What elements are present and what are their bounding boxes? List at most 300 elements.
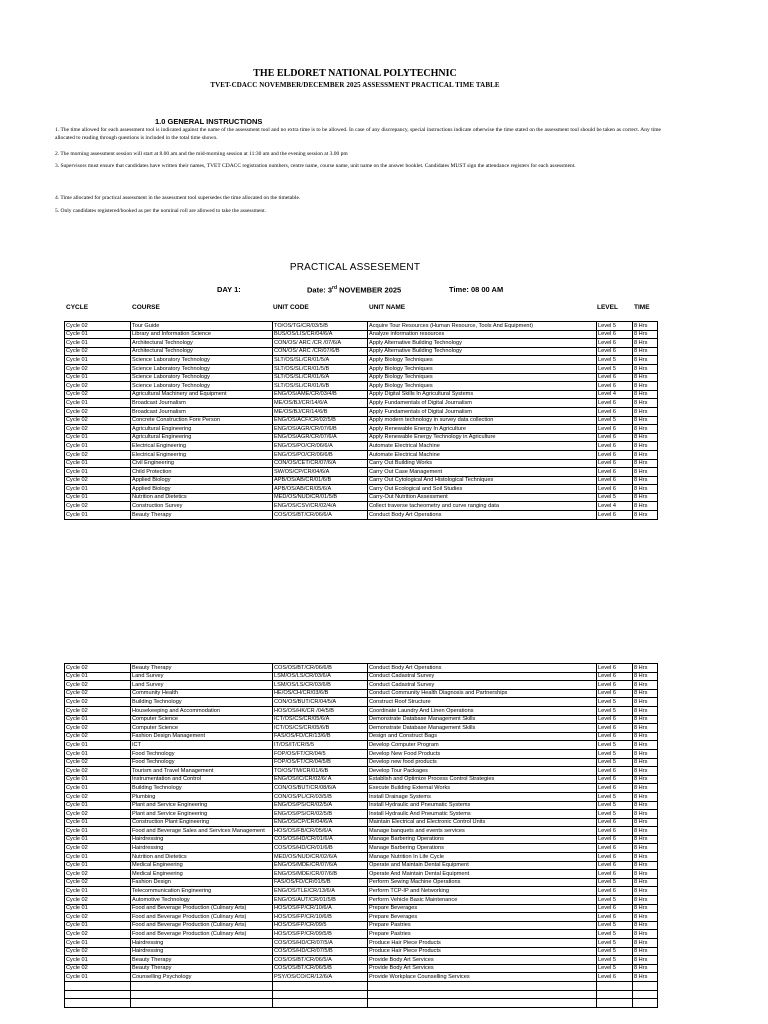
course-cell: Food and Beverage Production (Culinary Arts) xyxy=(131,930,273,939)
course-cell: Agricultural Machinery and Equipment xyxy=(131,390,273,399)
table-row xyxy=(65,442,658,451)
table-row xyxy=(65,784,658,793)
course-cell: Automotive Technology xyxy=(131,896,273,905)
cycle-cell: Cycle 02 xyxy=(65,896,131,905)
unit-name-cell: Apply Digital Skills In Agricultural Systems xyxy=(368,390,597,399)
course-cell: Beauty Therapy xyxy=(131,964,273,973)
cycle-cell: Cycle 02 xyxy=(65,416,131,425)
cycle-cell: Cycle 02 xyxy=(65,792,131,801)
time-cell: 8 Hrs xyxy=(633,672,658,681)
unit-code-cell: SLT/OS/SL/CR/01/5/B xyxy=(273,364,368,373)
table-row xyxy=(65,749,658,758)
course-cell: Science Laboratory Technology xyxy=(131,382,273,391)
cycle-cell: Cycle 01 xyxy=(65,973,131,982)
time-cell: 8 Hrs xyxy=(633,801,658,810)
instruction-2: 2. The morning assessment session will start at 8.00 am and the mid-morning session at 11:30 am and the evening session at 3.00 pm xyxy=(55,151,348,157)
cycle-cell: Cycle 02 xyxy=(65,844,131,853)
unit-name-cell: Perform TCP-IP and Networking xyxy=(368,887,597,896)
cycle-cell: Cycle 01 xyxy=(65,468,131,477)
unit-code-cell: MED/OS/NUD/CR/02/6/A xyxy=(273,853,368,862)
cycle-cell: Cycle 01 xyxy=(65,827,131,836)
unit-name-cell: Produce Hair Piece Products xyxy=(368,939,597,948)
course-cell: Computer Science xyxy=(131,724,273,733)
table-row xyxy=(65,459,658,468)
level-cell: Level 5 xyxy=(597,930,633,939)
time-cell: 8 Hrs xyxy=(633,399,658,408)
time-cell: 8 Hrs xyxy=(633,939,658,948)
course-cell: Building Technology xyxy=(131,698,273,707)
instruction-5: 5. Only candidates registered/booked as per the nominal roll are allowed to take the assessment. xyxy=(55,208,267,214)
unit-name-cell: Apply Biology Techniques xyxy=(368,382,597,391)
unit-code-cell: COS/OS/BT/CR/06/6/A xyxy=(273,511,368,520)
unit-name-cell: Develop new food products xyxy=(368,758,597,767)
table-row xyxy=(65,956,658,965)
unit-code-cell: FOP/OS/FT/CR/04/5 xyxy=(273,749,368,758)
level-cell: Level 6 xyxy=(597,784,633,793)
unit-name-cell xyxy=(368,999,597,1008)
course-cell: Electrical Engineering xyxy=(131,442,273,451)
level-cell: Level 5 xyxy=(597,956,633,965)
cycle-cell: Cycle 01 xyxy=(65,887,131,896)
time-cell: 8 Hrs xyxy=(633,706,658,715)
timetable-part-1 xyxy=(64,321,658,520)
unit-name-cell: Automate Electrical Machine xyxy=(368,442,597,451)
level-cell: Level 6 xyxy=(597,347,633,356)
unit-code-cell: ENG/OS/MDE/CR/07/6/A xyxy=(273,861,368,870)
level-cell xyxy=(597,981,633,990)
course-cell: Beauty Therapy xyxy=(131,511,273,520)
table-row xyxy=(65,835,658,844)
time-cell: 8 Hrs xyxy=(633,330,658,339)
table-row xyxy=(65,775,658,784)
course-cell: Instrumentation and Control xyxy=(131,775,273,784)
course-cell xyxy=(131,990,273,999)
course-cell: Agricultural Engineering xyxy=(131,433,273,442)
level-cell: Level 6 xyxy=(597,459,633,468)
table-row xyxy=(65,981,658,990)
course-cell: Housekeeping and Accommodation xyxy=(131,706,273,715)
course-cell: Applied Biology xyxy=(131,485,273,494)
cycle-cell: Cycle 02 xyxy=(65,706,131,715)
cycle-cell: Cycle 02 xyxy=(65,689,131,698)
unit-code-cell: CON/OS/ ARC /CR /07/6/A xyxy=(273,339,368,348)
unit-code-cell: COS/OS/BT/CR/06/5/A xyxy=(273,956,368,965)
course-cell: Architectural Technology xyxy=(131,347,273,356)
course-cell: Beauty Therapy xyxy=(131,664,273,673)
unit-code-cell: ME/OS/BJ/CR/14/6/B xyxy=(273,407,368,416)
level-cell: Level 5 xyxy=(597,896,633,905)
level-cell: Level 6 xyxy=(597,373,633,382)
table-row xyxy=(65,416,658,425)
level-cell: Level 6 xyxy=(597,407,633,416)
unit-name-cell: Install Hydraulic and Pneumatic Systems xyxy=(368,801,597,810)
level-cell: Level 6 xyxy=(597,689,633,698)
table-row xyxy=(65,939,658,948)
cycle-cell: Cycle 01 xyxy=(65,672,131,681)
cycle-cell: Cycle 02 xyxy=(65,425,131,434)
time-cell: 8 Hrs xyxy=(633,450,658,459)
unit-name-cell: Establish and Optimize Process Control Strategies xyxy=(368,775,597,784)
cycle-cell: Cycle 02 xyxy=(65,913,131,922)
table-row xyxy=(65,896,658,905)
cycle-cell: Cycle 02 xyxy=(65,347,131,356)
unit-name-cell: Collect traverse tacheometry and curve ranging data xyxy=(368,502,597,511)
time-cell: 8 Hrs xyxy=(633,468,658,477)
course-cell: Medical Engineering xyxy=(131,861,273,870)
level-cell: Level 6 xyxy=(597,844,633,853)
level-cell: Level 6 xyxy=(597,468,633,477)
unit-name-cell: Prepare Pastries xyxy=(368,930,597,939)
cycle-cell: Cycle 02 xyxy=(65,758,131,767)
unit-name-cell: Provide Body Art Services xyxy=(368,956,597,965)
cycle-cell: Cycle 02 xyxy=(65,664,131,673)
course-cell: Hairdressing xyxy=(131,835,273,844)
unit-name-cell: Acquire Tour Resources (Human Resource, Tools And Equipment) xyxy=(368,322,597,331)
level-cell: Level 6 xyxy=(597,827,633,836)
cycle-cell: Cycle 02 xyxy=(65,724,131,733)
level-cell: Level 6 xyxy=(597,433,633,442)
unit-name-cell: Conduct Community Health Diagnosis and Partnerships xyxy=(368,689,597,698)
table-row xyxy=(65,322,658,331)
course-cell: Food and Beverage Production (Culinary Arts) xyxy=(131,921,273,930)
unit-code-cell: ENG/OS/CP/CR/04/6/A xyxy=(273,818,368,827)
time-cell xyxy=(633,990,658,999)
time-cell: 8 Hrs xyxy=(633,390,658,399)
unit-code-cell: SLT/OS/SL/CR/01/6/A xyxy=(273,373,368,382)
time-cell: 8 Hrs xyxy=(633,818,658,827)
unit-code-cell: CON/OS/ ARC /CR/07/6/B xyxy=(273,347,368,356)
table-row xyxy=(65,878,658,887)
unit-name-cell: Develop Tour Packages xyxy=(368,767,597,776)
unit-name-cell: Coordinate Laundry And Linen Operations xyxy=(368,706,597,715)
unit-name-cell: Apply Fundamentals of Digital Journalism xyxy=(368,407,597,416)
course-cell: Applied Biology xyxy=(131,476,273,485)
level-cell: Level 5 xyxy=(597,810,633,819)
level-cell: Level 6 xyxy=(597,399,633,408)
table-row xyxy=(65,818,658,827)
unit-code-cell: TO/OS/TM/CR/01/6/B xyxy=(273,767,368,776)
cycle-cell: Cycle 02 xyxy=(65,878,131,887)
instruction-3: 3. Supervisors must ensure that candidates have written their names, TVET CDACC registration numbers, centre name, course name, unit name on the answer booklet. Candidates MUST sign the attendance registers for each assessment. xyxy=(55,163,576,169)
course-cell: Plant and Service Engineering xyxy=(131,810,273,819)
column-header-course: COURSE xyxy=(132,304,160,311)
level-cell: Level 6 xyxy=(597,681,633,690)
unit-name-cell: Develop Computer Program xyxy=(368,741,597,750)
table-row xyxy=(65,741,658,750)
cycle-cell: Cycle 02 xyxy=(65,390,131,399)
table-row xyxy=(65,706,658,715)
course-cell: Counselling Psychology xyxy=(131,973,273,982)
table-row xyxy=(65,964,658,973)
cycle-cell: Cycle 02 xyxy=(65,322,131,331)
table-row xyxy=(65,390,658,399)
table-row xyxy=(65,715,658,724)
unit-code-cell: IT/OS/IT/CR/5/5 xyxy=(273,741,368,750)
table-row xyxy=(65,399,658,408)
level-cell: Level 6 xyxy=(597,853,633,862)
column-header-unit-code: UNIT CODE xyxy=(273,304,309,311)
table-row xyxy=(65,407,658,416)
course-cell: ICT xyxy=(131,741,273,750)
unit-code-cell: COS/OS/BT/CR/06/5/B xyxy=(273,964,368,973)
unit-code-cell: ENG/OS/AUT/CR/01/5/B xyxy=(273,896,368,905)
unit-code-cell: COS/OS/HD/CR/01/6/A xyxy=(273,835,368,844)
cycle-cell: Cycle 01 xyxy=(65,356,131,365)
cycle-cell: Cycle 01 xyxy=(65,818,131,827)
level-cell: Level 5 xyxy=(597,356,633,365)
cycle-cell: Cycle 01 xyxy=(65,485,131,494)
cycle-cell: Cycle 02 xyxy=(65,364,131,373)
unit-code-cell: CON/OS/BUT/CR/04/5/A xyxy=(273,698,368,707)
table-row xyxy=(65,921,658,930)
level-cell: Level 4 xyxy=(597,502,633,511)
cycle-cell: Cycle 02 xyxy=(65,502,131,511)
table-row xyxy=(65,433,658,442)
time-label: Time: 08 00 AM xyxy=(449,285,504,294)
time-cell: 8 Hrs xyxy=(633,373,658,382)
unit-code-cell: CON/OS/CET/CR/07/6/A xyxy=(273,459,368,468)
table-row xyxy=(65,502,658,511)
course-cell: Food and Beverage Sales and Services Management xyxy=(131,827,273,836)
level-cell: Level 6 xyxy=(597,425,633,434)
level-cell: Level 6 xyxy=(597,664,633,673)
unit-name-cell: Carry Out Case Management xyxy=(368,468,597,477)
unit-code-cell: TO/OS/TG/CR/03/5/B xyxy=(273,322,368,331)
unit-name-cell: Develop New Food Products xyxy=(368,749,597,758)
cycle-cell: Cycle 02 xyxy=(65,870,131,879)
time-cell: 8 Hrs xyxy=(633,878,658,887)
unit-code-cell: HOS/OS/FP/CR/10/6/A xyxy=(273,904,368,913)
level-cell: Level 6 xyxy=(597,913,633,922)
time-cell: 8 Hrs xyxy=(633,502,658,511)
time-cell: 8 Hrs xyxy=(633,425,658,434)
unit-name-cell: Produce Hair Piece Products xyxy=(368,947,597,956)
cycle-cell: Cycle 01 xyxy=(65,339,131,348)
course-cell: Science Laboratory Technology xyxy=(131,364,273,373)
cycle-cell: Cycle 01 xyxy=(65,749,131,758)
time-cell: 8 Hrs xyxy=(633,861,658,870)
level-cell: Level 6 xyxy=(597,732,633,741)
course-cell: Food Technology xyxy=(131,758,273,767)
unit-name-cell: Prepare Beverages xyxy=(368,913,597,922)
unit-code-cell: APB/OS/AB/CR/01/6/B xyxy=(273,476,368,485)
unit-name-cell: Apply Renewable Energy In Agriculture xyxy=(368,425,597,434)
time-cell: 8 Hrs xyxy=(633,870,658,879)
time-cell: 8 Hrs xyxy=(633,775,658,784)
course-cell: Architectural Technology xyxy=(131,339,273,348)
cycle-cell: Cycle 02 xyxy=(65,947,131,956)
table-row xyxy=(65,450,658,459)
cycle-cell: Cycle 01 xyxy=(65,956,131,965)
unit-name-cell: Conduct Cadastral Survey xyxy=(368,681,597,690)
unit-name-cell: Perform Sewing Machine Operations xyxy=(368,878,597,887)
column-header-level: LEVEL xyxy=(597,304,618,311)
time-cell: 8 Hrs xyxy=(633,853,658,862)
unit-code-cell xyxy=(273,999,368,1008)
practical-assessment-heading: PRACTICAL ASSESEMENT xyxy=(289,262,421,273)
course-cell: Hairdressing xyxy=(131,939,273,948)
unit-name-cell: Carry Out Building Works xyxy=(368,459,597,468)
time-cell: 8 Hrs xyxy=(633,724,658,733)
unit-code-cell: FOP/OS/FT/CR/04/5/B xyxy=(273,758,368,767)
cycle-cell: Cycle 01 xyxy=(65,801,131,810)
cycle-cell: Cycle 01 xyxy=(65,399,131,408)
table-row xyxy=(65,664,658,673)
unit-code-cell: COS/OS/HD/CR/07/5/A xyxy=(273,939,368,948)
table-row xyxy=(65,887,658,896)
table-row xyxy=(65,485,658,494)
date-suffix: NOVEMBER 2025 xyxy=(337,285,402,295)
unit-name-cell xyxy=(368,990,597,999)
level-cell: Level 6 xyxy=(597,485,633,494)
table-row xyxy=(65,511,658,520)
course-cell: Telecommunication Engineering xyxy=(131,887,273,896)
level-cell: Level 6 xyxy=(597,511,633,520)
unit-name-cell: Manage banquets and events services xyxy=(368,827,597,836)
unit-code-cell: HOS/OS/FP/CR/09/5/B xyxy=(273,930,368,939)
unit-name-cell: Apply Alternative Building Technology xyxy=(368,347,597,356)
cycle-cell: Cycle 01 xyxy=(65,784,131,793)
unit-name-cell: Construct Roof Structure xyxy=(368,698,597,707)
course-cell: Food Technology xyxy=(131,749,273,758)
level-cell: Level 5 xyxy=(597,706,633,715)
timetable-part-2 xyxy=(64,663,658,1008)
level-cell: Level 6 xyxy=(597,450,633,459)
time-cell: 8 Hrs xyxy=(633,749,658,758)
table-row xyxy=(65,870,658,879)
level-cell: Level 4 xyxy=(597,390,633,399)
cycle-cell: Cycle 02 xyxy=(65,964,131,973)
level-cell: Level 5 xyxy=(597,792,633,801)
time-cell: 8 Hrs xyxy=(633,433,658,442)
level-cell: Level 6 xyxy=(597,476,633,485)
table-row xyxy=(65,810,658,819)
time-cell: 8 Hrs xyxy=(633,442,658,451)
instruction-4: 4. Time allocated for practical assessment in the assessment tool supersedes the time allocated on the timetable. xyxy=(55,195,301,201)
unit-name-cell: Install Hydraulic And Pneumatic Systems xyxy=(368,810,597,819)
time-cell: 8 Hrs xyxy=(633,784,658,793)
level-cell: Level 5 xyxy=(597,416,633,425)
level-cell: Level 5 xyxy=(597,801,633,810)
unit-name-cell: Operate and Maintain Dental Equipment xyxy=(368,861,597,870)
level-cell: Level 6 xyxy=(597,724,633,733)
time-cell: 8 Hrs xyxy=(633,921,658,930)
cycle-cell: Cycle 02 xyxy=(65,930,131,939)
table-row xyxy=(65,698,658,707)
unit-name-cell: Carry-Out Nutrition Assessment xyxy=(368,493,597,502)
unit-code-cell: ENG/OS/PS/CR/02/5/A xyxy=(273,801,368,810)
unit-code-cell: HOS/OS/FB/CR/05/6/A xyxy=(273,827,368,836)
cycle-cell: Cycle 01 xyxy=(65,330,131,339)
unit-code-cell: HOS/OS/HK/CR /04/5/B xyxy=(273,706,368,715)
cycle-cell: Cycle 01 xyxy=(65,373,131,382)
unit-code-cell: ME/OS/BJ/CR/14/6/A xyxy=(273,399,368,408)
course-cell: Agricultural Engineering xyxy=(131,425,273,434)
unit-code-cell: ICT/OS/CS/CR/05/6/B xyxy=(273,724,368,733)
unit-code-cell: ENG/OS/PO/CR/06/6/A xyxy=(273,442,368,451)
date-superscript: rd xyxy=(332,285,338,291)
unit-name-cell: Apply Biology Techniques xyxy=(368,364,597,373)
unit-code-cell: ICT/OS/CS/CR/05/6/A xyxy=(273,715,368,724)
table-row xyxy=(65,347,658,356)
cycle-cell: Cycle 02 xyxy=(65,681,131,690)
unit-code-cell: COS/OS/HD/CR/01/6/B xyxy=(273,844,368,853)
level-cell: Level 6 xyxy=(597,672,633,681)
time-cell: 8 Hrs xyxy=(633,810,658,819)
course-cell: Computer Science xyxy=(131,715,273,724)
time-cell: 8 Hrs xyxy=(633,964,658,973)
unit-name-cell: Install Drainage Systems xyxy=(368,792,597,801)
course-cell: Construction Survey xyxy=(131,502,273,511)
unit-name-cell xyxy=(368,981,597,990)
course-cell: Electrical Engineering xyxy=(131,450,273,459)
level-cell: Level 6 xyxy=(597,870,633,879)
unit-name-cell: Conduct Cadastral Survey xyxy=(368,672,597,681)
time-cell: 8 Hrs xyxy=(633,698,658,707)
general-instructions-heading: 1.0 GENERAL INSTRUCTIONS xyxy=(155,117,263,126)
table-row xyxy=(65,990,658,999)
table-row xyxy=(65,947,658,956)
level-cell xyxy=(597,999,633,1008)
level-cell: Level 5 xyxy=(597,939,633,948)
level-cell: Level 6 xyxy=(597,775,633,784)
time-cell: 8 Hrs xyxy=(633,904,658,913)
level-cell: Level 6 xyxy=(597,904,633,913)
course-cell: Tourism and Travel Management xyxy=(131,767,273,776)
time-cell: 8 Hrs xyxy=(633,767,658,776)
cycle-cell: Cycle 01 xyxy=(65,921,131,930)
time-cell: 8 Hrs xyxy=(633,930,658,939)
cycle-cell: Cycle 01 xyxy=(65,835,131,844)
cycle-cell: Cycle 01 xyxy=(65,459,131,468)
table-row xyxy=(65,382,658,391)
time-cell: 8 Hrs xyxy=(633,476,658,485)
table-row xyxy=(65,476,658,485)
unit-name-cell: Demonstrate Database Management Skills xyxy=(368,715,597,724)
unit-code-cell: ENG/OS/CSV/CR/02/4/A xyxy=(273,502,368,511)
time-cell xyxy=(633,981,658,990)
level-cell: Level 6 xyxy=(597,861,633,870)
course-cell: Tour Guide xyxy=(131,322,273,331)
course-cell: Civil Engineering xyxy=(131,459,273,468)
table-row xyxy=(65,356,658,365)
time-cell: 8 Hrs xyxy=(633,689,658,698)
unit-code-cell xyxy=(273,990,368,999)
unit-name-cell: Maintain Electrical and Electronic Control Units xyxy=(368,818,597,827)
time-cell: 8 Hrs xyxy=(633,416,658,425)
course-cell: Beauty Therapy xyxy=(131,956,273,965)
unit-name-cell: Provide Workplace Counselling Services xyxy=(368,973,597,982)
unit-code-cell: FAS/OS/FD/CR/01/5/B xyxy=(273,878,368,887)
table-row xyxy=(65,468,658,477)
course-cell: Construction Plant Engineering xyxy=(131,818,273,827)
table-row xyxy=(65,689,658,698)
unit-name-cell: Conduct Body Art Operations xyxy=(368,511,597,520)
unit-code-cell: SW/OS/CP/CR/04/6/A xyxy=(273,468,368,477)
unit-code-cell: PSY/OS/CO/CR/12/6/A xyxy=(273,973,368,982)
table-row xyxy=(65,913,658,922)
table-row xyxy=(65,330,658,339)
unit-code-cell: COS/OS/BT/CR/06/6/B xyxy=(273,664,368,673)
time-cell: 8 Hrs xyxy=(633,758,658,767)
unit-name-cell: Perform Vehicle Basic Maintenance xyxy=(368,896,597,905)
table-row xyxy=(65,425,658,434)
cycle-cell: Cycle 01 xyxy=(65,715,131,724)
time-cell: 8 Hrs xyxy=(633,493,658,502)
unit-name-cell: Prepare Pastries xyxy=(368,921,597,930)
cycle-cell: Cycle 01 xyxy=(65,511,131,520)
timetable-subtitle: TVET-CDACC NOVEMBER/DECEMBER 2025 ASSESSMENT PRACTICAL TIME TABLE xyxy=(210,81,500,89)
